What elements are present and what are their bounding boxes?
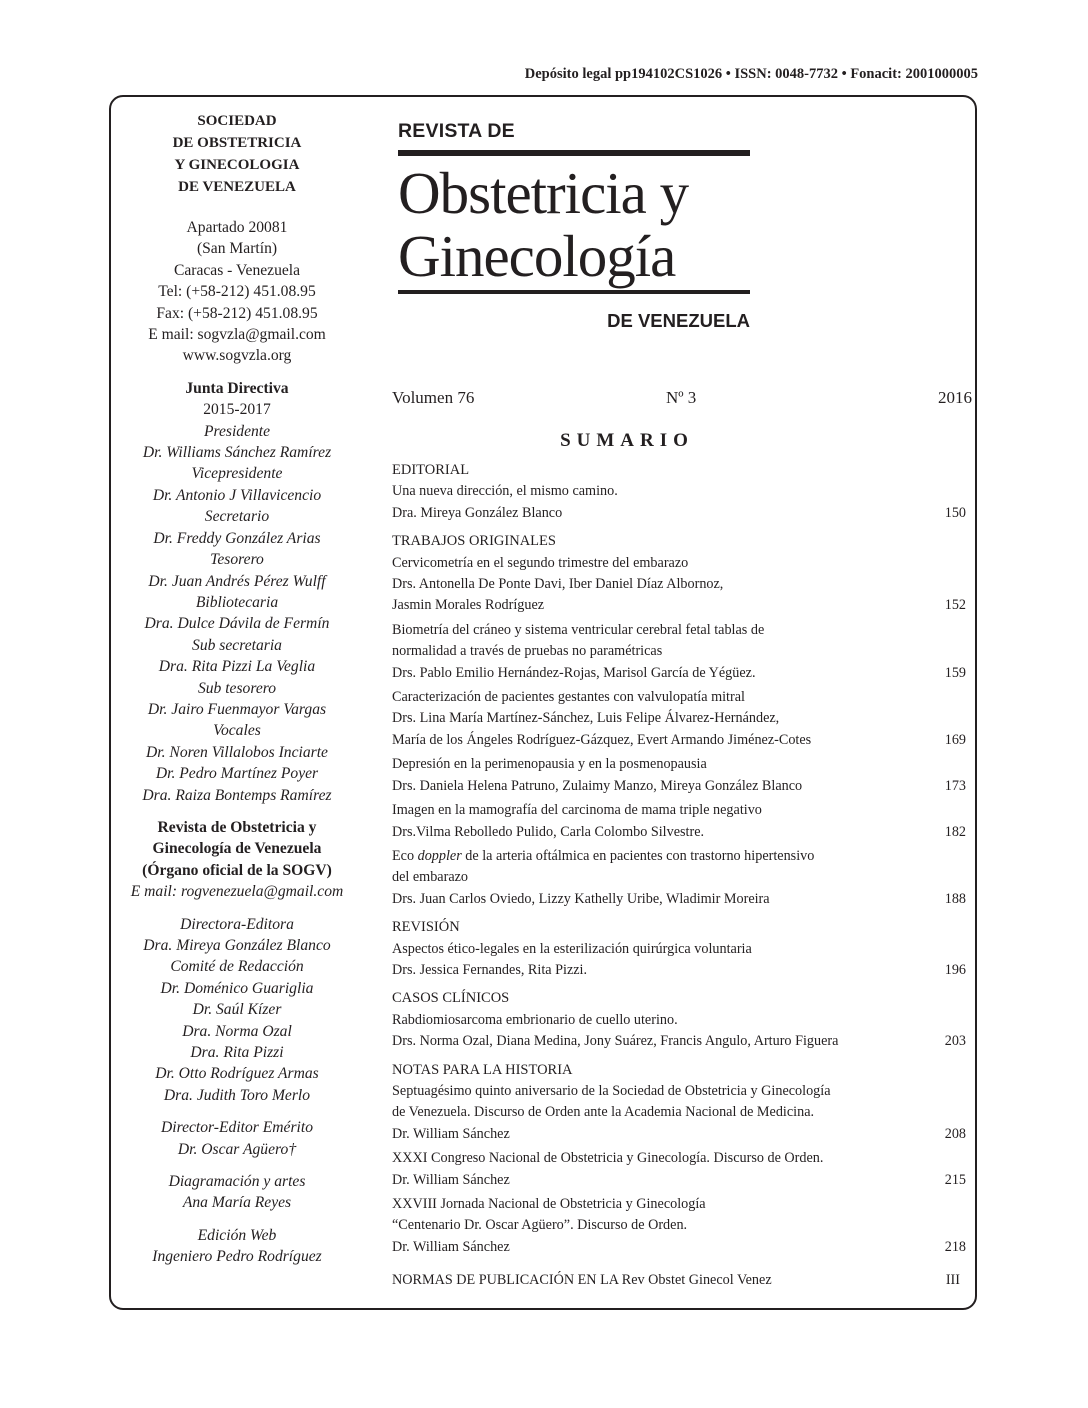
society-name bbox=[112, 110, 362, 198]
toc-entry-line: XXXI Congreso Nacional de Obstetricia y Ginecología. Discurso de Orden. bbox=[392, 1150, 824, 1167]
toc-page-number: 182 bbox=[944, 823, 966, 840]
masthead-title-line-1: Obstetricia y bbox=[398, 160, 689, 226]
board-member: Dr. Williams Sánchez Ramírez bbox=[142, 444, 332, 462]
toc-entry-line: Drs. Juan Carlos Oviedo, Lizzy Kathelly Uribe, Wladimir Moreira 188 bbox=[392, 889, 966, 910]
emeritus-line: Director-Editor Emérito bbox=[161, 1119, 313, 1137]
toc-page-number: 159 bbox=[944, 664, 966, 681]
toc-entry-line: Septuagésimo quinto aniversario de la Sociedad de Obstetricia y Ginecología bbox=[392, 1082, 831, 1099]
toc-entry-line: Drs. Antonella De Ponte Davi, Iber Daniel Díaz Albornoz, bbox=[392, 576, 724, 593]
toc-entry-line: Eco doppler de la arteria oftálmica en pacientes con trastorno hipertensivo bbox=[392, 847, 815, 864]
board-title: Junta Directiva bbox=[185, 379, 289, 397]
toc-entry-line: Depresión en la perimenopausia y en la posmenopausia bbox=[392, 756, 707, 773]
journal-info bbox=[112, 817, 362, 903]
toc-page-number: 152 bbox=[944, 597, 966, 614]
toc-page-number: 218 bbox=[944, 1238, 966, 1255]
design-line: Diagramación y artes bbox=[168, 1173, 306, 1191]
board-member: Dr. Noren Villalobos Inciarte bbox=[146, 743, 328, 761]
editorial-line: Dr. Doménico Guariglia bbox=[160, 979, 314, 997]
board-member: Dr. Juan Andrés Pérez Wulff bbox=[148, 572, 326, 590]
web-credit bbox=[112, 1225, 362, 1268]
toc-entry-line: Drs. Norma Ozal, Diana Medina, Jony Suárez, Francis Angulo, Arturo Figuera 203 bbox=[392, 1031, 966, 1052]
toc-entry-line: Jasmin Morales Rodríguez 152 bbox=[392, 595, 966, 616]
contact-line: (San Martín) bbox=[196, 240, 278, 258]
toc-entry bbox=[392, 1081, 966, 1145]
volume-number: Volumen 76 bbox=[392, 388, 475, 407]
toc-section-heading: EDITORIAL bbox=[392, 462, 470, 478]
journal-email: E mail: rogvenezuela@gmail.com bbox=[130, 883, 344, 901]
journal-line: Ginecología de Venezuela bbox=[152, 840, 322, 858]
masthead-title-line-2: Ginecología bbox=[398, 223, 676, 289]
journal-line: Revista de Obstetricia y bbox=[157, 818, 317, 836]
contact-info bbox=[112, 217, 362, 367]
board-role: Tesorero bbox=[210, 551, 264, 569]
toc-entry-line: XXVIII Jornada Nacional de Obstetricia y Ginecología bbox=[392, 1196, 706, 1212]
board-section bbox=[112, 378, 362, 806]
toc-entry-line: Imagen en la mamografía del carcinoma de mama triple negativo bbox=[392, 802, 762, 819]
contact-line: Apartado 20081 bbox=[186, 219, 288, 236]
contact-website: www.sogvzla.org bbox=[182, 347, 292, 365]
society-line: DE VENEZUELA bbox=[178, 179, 296, 195]
toc-entry bbox=[392, 800, 966, 843]
toc-entry bbox=[392, 553, 966, 617]
society-line: DE OBSTETRICIA bbox=[172, 135, 302, 151]
toc-entry-line: Drs. Jessica Fernandes, Rita Pizzi. 196 bbox=[392, 960, 966, 981]
editorial-line: Dr. Saúl Kízer bbox=[192, 1001, 282, 1019]
toc-entry-line: “Centenario Dr. Oscar Agüero”. Discurso de Orden. bbox=[392, 1217, 688, 1234]
web-line: Edición Web bbox=[197, 1226, 277, 1244]
toc-page-number: 196 bbox=[944, 961, 966, 978]
toc-entry bbox=[392, 846, 966, 910]
editorial-line: Dra. Norma Ozal bbox=[182, 1022, 292, 1040]
toc-entry-line: Rabdiomiosarcoma embrionario de cuello uterino. bbox=[392, 1011, 678, 1028]
issue-year: 2016 bbox=[938, 388, 972, 407]
toc-entry-line: Drs. Pablo Emilio Hernández-Rojas, Marisol García de Yégüez. 159 bbox=[392, 663, 966, 684]
board-member: Dra. Raiza Bontemps Ramírez bbox=[142, 786, 332, 804]
toc-entry-line: Dr. William Sánchez 208 bbox=[392, 1124, 966, 1145]
toc-entry bbox=[392, 620, 966, 684]
toc-page-number: 150 bbox=[944, 504, 966, 521]
society-line: Y GINECOLOGIA bbox=[174, 157, 300, 173]
toc-entry-line: Drs.Vilma Rebolledo Pulido, Carla Colombo Silvestre. 182 bbox=[392, 822, 966, 843]
toc-entry-line: Dr. William Sánchez 218 bbox=[392, 1237, 966, 1258]
board-role: Bibliotecaria bbox=[195, 593, 279, 611]
toc-entry-line: Dra. Mireya González Blanco 150 bbox=[392, 503, 966, 524]
toc-entry bbox=[392, 687, 966, 751]
board-role: Vocales bbox=[213, 722, 261, 740]
toc-entry-line: Drs. Lina María Martínez-Sánchez, Luis Felipe Álvarez-Hernández, bbox=[392, 710, 780, 727]
toc-entry-line: normalidad a través de pruebas no paramétricas bbox=[392, 643, 663, 660]
toc-entry-emphasis: doppler bbox=[417, 847, 462, 864]
journal-line: (Órgano oficial de la SOGV) bbox=[142, 861, 332, 879]
toc-entry-line: Cervicometría en el segundo trimestre del embarazo bbox=[392, 554, 689, 571]
society-line: SOCIEDAD bbox=[197, 113, 277, 129]
design-line: Ana María Reyes bbox=[182, 1194, 292, 1212]
toc-entry-line: Aspectos ético-legales en la esterilización quirúrgica voluntaria bbox=[392, 940, 752, 957]
toc-entry-line: del embarazo bbox=[392, 869, 469, 886]
board-role: Sub tesorero bbox=[197, 679, 277, 697]
toc-page-number: 208 bbox=[944, 1125, 966, 1142]
toc-page-number: 203 bbox=[944, 1033, 966, 1050]
toc-section-heading: REVISIÓN bbox=[392, 919, 460, 936]
editorial-line: Dra. Judith Toro Merlo bbox=[163, 1086, 311, 1104]
toc-entry bbox=[392, 1194, 966, 1258]
sumario-heading: SUMARIO bbox=[560, 430, 694, 451]
toc-entry bbox=[392, 481, 966, 524]
editorial-line: Directora-Editora bbox=[180, 915, 294, 933]
design-credit bbox=[112, 1171, 362, 1214]
toc-entry bbox=[392, 1148, 966, 1191]
board-role: Presidente bbox=[203, 422, 271, 440]
journal-masthead bbox=[398, 120, 750, 332]
board-member: Dr. Pedro Martínez Poyer bbox=[155, 765, 319, 783]
board-member: Dr. Freddy González Arias bbox=[153, 529, 321, 547]
editorial-committee bbox=[112, 914, 362, 1107]
toc-section-heading: TRABAJOS ORIGINALES bbox=[392, 533, 556, 550]
toc-entry-line: Dr. William Sánchez 215 bbox=[392, 1170, 966, 1191]
board-member: Dr. Antonio J Villavicencio bbox=[152, 486, 322, 504]
toc-page-number: 173 bbox=[944, 777, 966, 794]
web-line: Ingeniero Pedro Rodríguez bbox=[152, 1248, 322, 1266]
contact-email: E mail: sogvzla@gmail.com bbox=[148, 326, 326, 344]
legal-deposit-line: Depósito legal pp194102CS1026 • ISSN: 0048-7732 • Fonacit: 2001000005 bbox=[524, 66, 978, 82]
board-years: 2015-2017 bbox=[203, 401, 271, 419]
table-of-contents bbox=[392, 460, 966, 1292]
masthead-bottom-rule bbox=[398, 290, 750, 294]
toc-entry-line: Una nueva dirección, el mismo camino. bbox=[392, 483, 618, 500]
issue-info bbox=[392, 388, 972, 410]
toc-entry-line: Drs. Daniela Helena Patruno, Zulaimy Manzo, Mireya González Blanco 173 bbox=[392, 776, 966, 797]
board-role: Secretario bbox=[204, 508, 270, 526]
masthead-revista-de: REVISTA DE bbox=[398, 120, 515, 142]
board-role: Vicepresidente bbox=[191, 465, 283, 483]
sidebar bbox=[112, 110, 362, 1268]
board-member: Dra. Dulce Dávila de Fermín bbox=[144, 615, 330, 633]
toc-page-number: 169 bbox=[944, 731, 966, 748]
toc-entry bbox=[392, 754, 966, 797]
board-role: Sub secretaria bbox=[192, 636, 282, 654]
toc-entry bbox=[392, 939, 966, 982]
masthead-top-rule bbox=[398, 150, 750, 156]
editorial-line: Dr. Otto Rodríguez Armas bbox=[155, 1065, 319, 1083]
toc-entry-line: Caracterización de pacientes gestantes con valvulopatía mitral bbox=[392, 689, 745, 706]
toc-section-heading: NOTAS PARA LA HISTORIA bbox=[392, 1061, 573, 1078]
toc-entry bbox=[392, 1010, 966, 1053]
toc-page-number: 188 bbox=[944, 890, 966, 907]
toc-entry-line: de Venezuela. Discurso de Orden ante la Academia Nacional de Medicina. bbox=[392, 1104, 815, 1121]
editorial-line: Dra. Mireya González Blanco bbox=[143, 937, 331, 954]
toc-section-heading: CASOS CLÍNICOS bbox=[392, 990, 510, 1007]
editorial-line: Dra. Rita Pizzi bbox=[190, 1044, 284, 1062]
board-member: Dr. Jairo Fuenmayor Vargas bbox=[147, 700, 327, 718]
masthead-de-venezuela: DE VENEZUELA bbox=[607, 310, 750, 331]
toc-page-number: III bbox=[945, 1272, 960, 1289]
toc-entry-line: Biometría del cráneo y sistema ventricular cerebral fetal tablas de bbox=[392, 621, 765, 638]
toc-final-entry: NORMAS DE PUBLICACIÓN EN LA Rev Obstet Ginecol Venez III bbox=[392, 1270, 966, 1291]
contact-line: Caracas - Venezuela bbox=[173, 261, 301, 279]
contact-line: Fax: (+58-212) 451.08.95 bbox=[156, 304, 318, 322]
emeritus-line: Dr. Oscar Agüero† bbox=[177, 1140, 297, 1158]
issue-number: Nº 3 bbox=[666, 388, 697, 407]
toc-page-number: 215 bbox=[944, 1171, 966, 1188]
contact-line: Tel: (+58-212) 451.08.95 bbox=[158, 283, 316, 301]
emeritus-editor bbox=[112, 1117, 362, 1160]
board-member: Dra. Rita Pizzi La Veglia bbox=[158, 658, 316, 676]
toc-entry-line: María de los Ángeles Rodríguez-Gázquez, Evert Armando Jiménez-Cotes 169 bbox=[392, 730, 966, 751]
editorial-line: Comité de Redacción bbox=[170, 958, 304, 976]
